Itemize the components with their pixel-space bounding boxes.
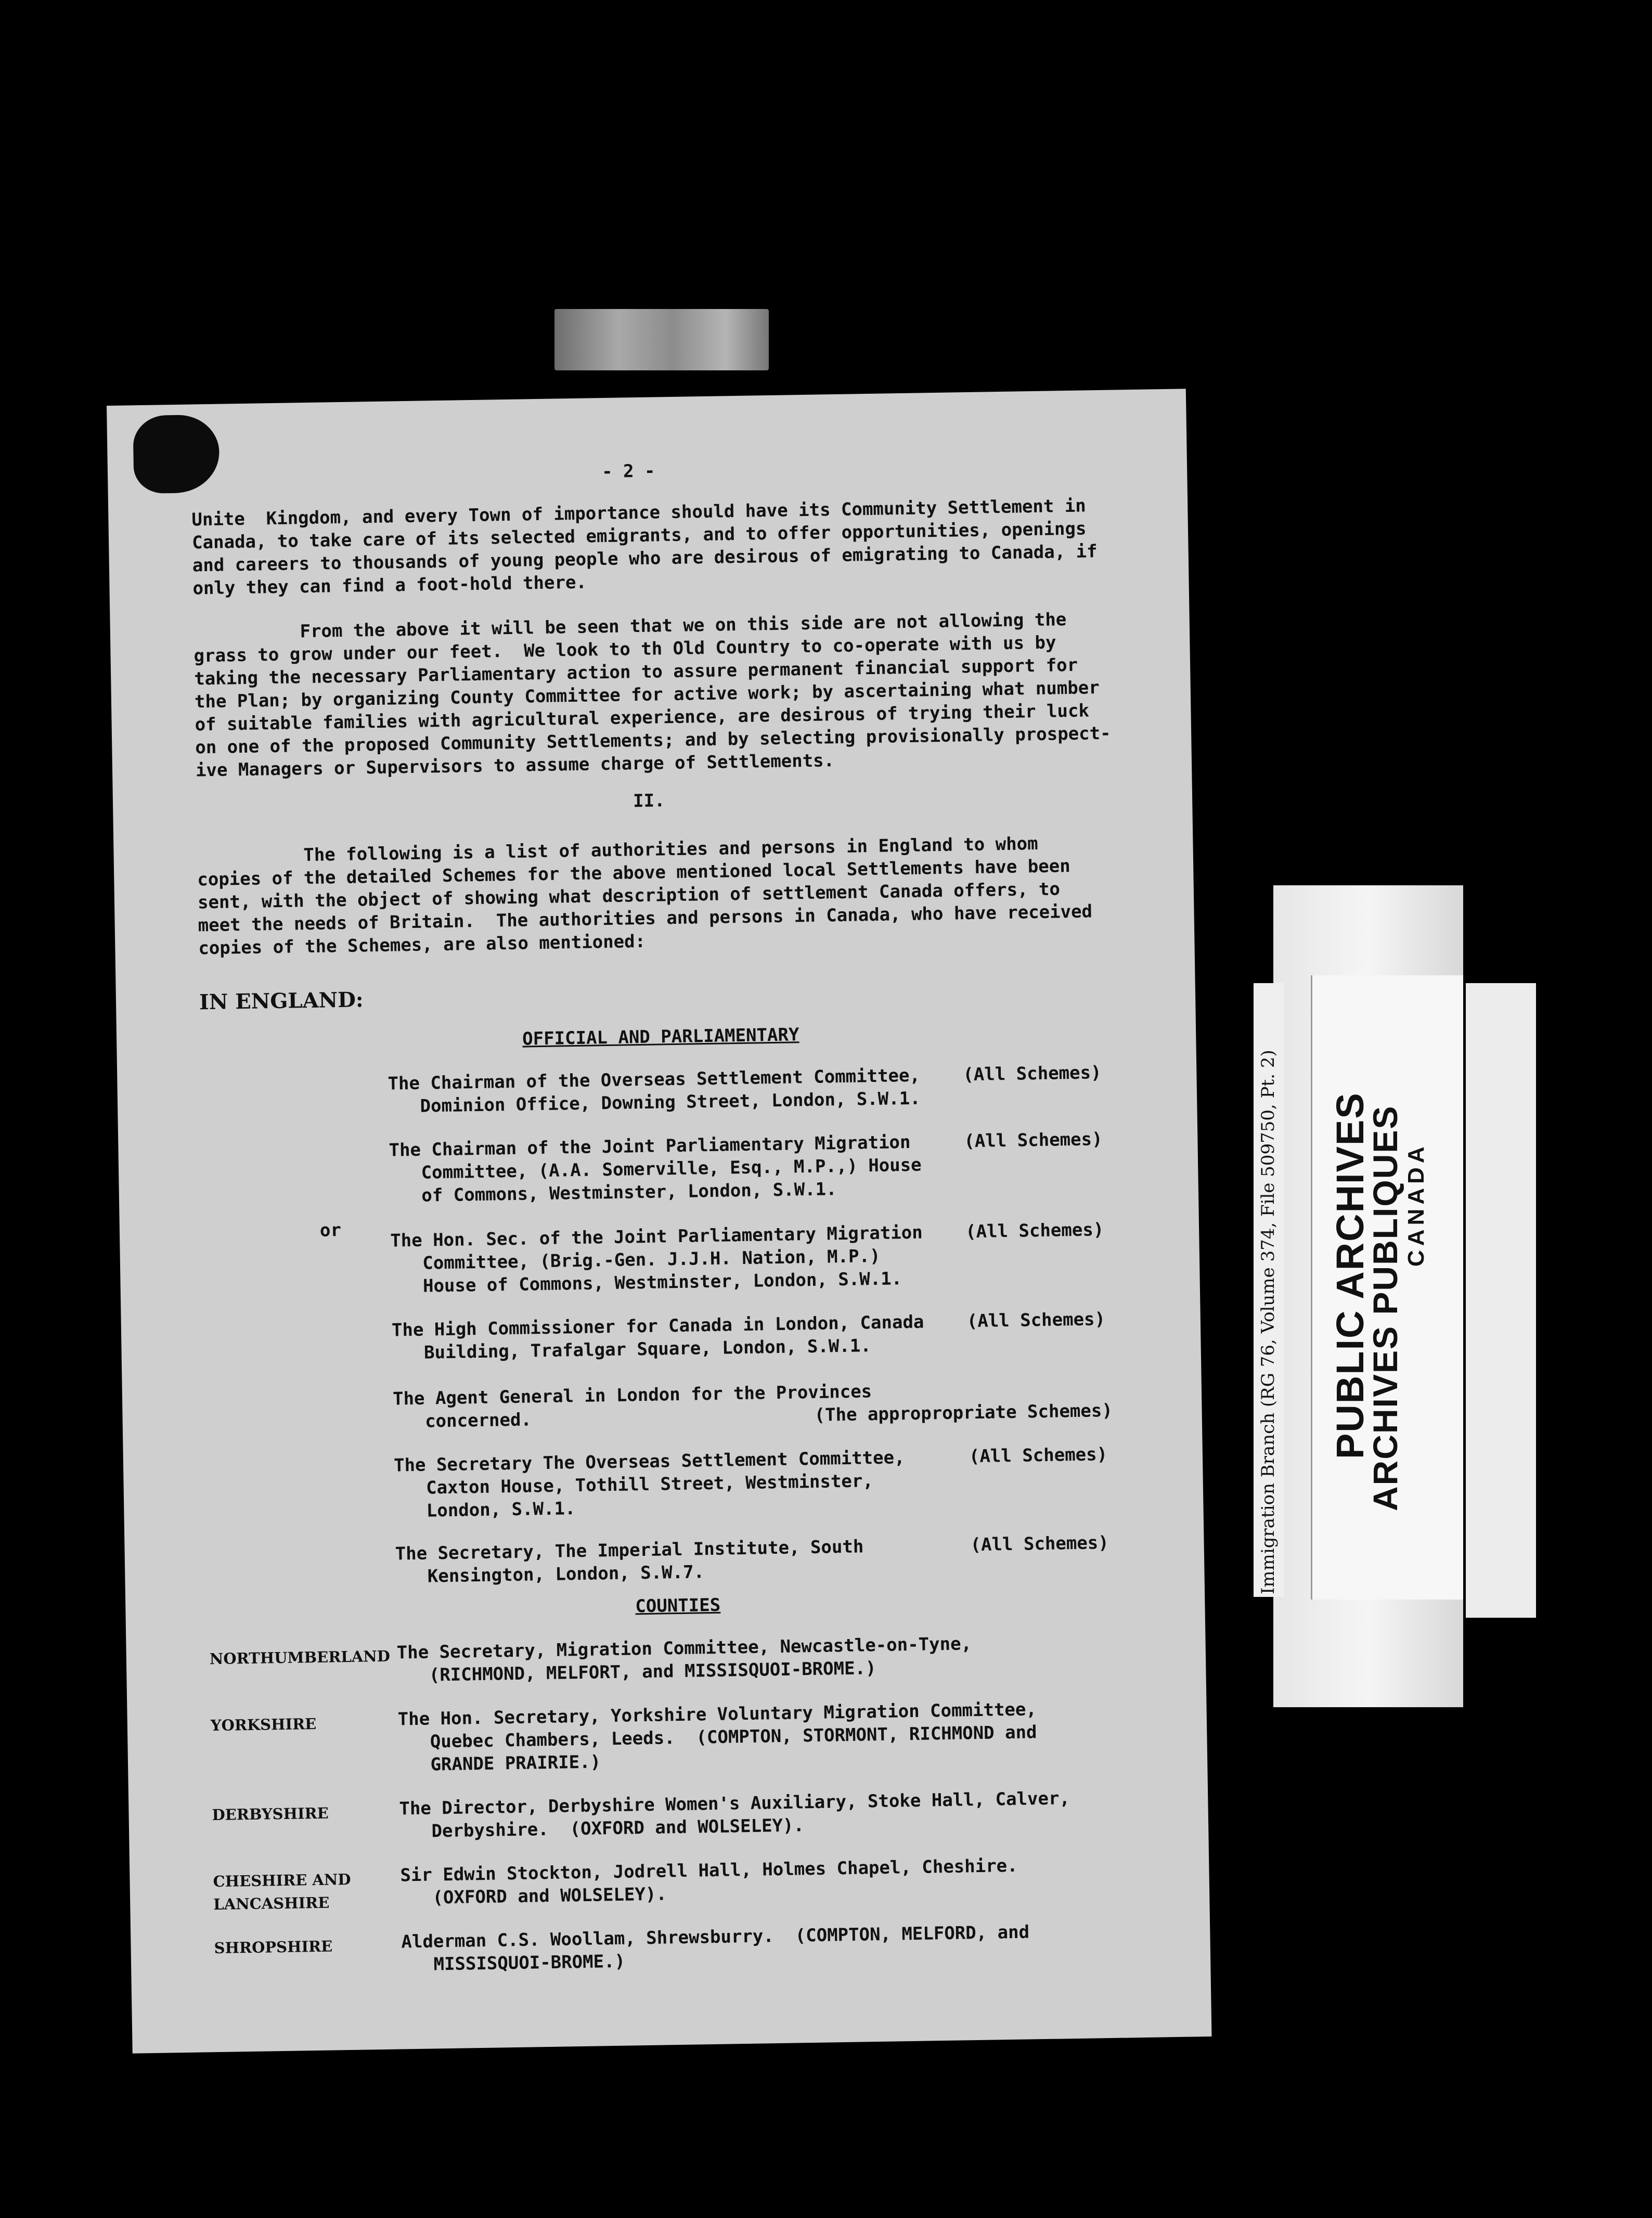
official-entry-1: The Chairman of the Overseas Settlement Committee, Dominion Office, Downing Street, London, S.W.1.	[388, 1065, 921, 1117]
official-scheme-5: (The appropropriate Schemes)	[814, 1400, 1113, 1426]
county-entry-2: The Hon. Secretary, Yorkshire Voluntary Migration Committee, Quebec Chambers, Leeds. (COMPTON, STORMONT, RICHMOND and GRANDE PRAIRIE.)	[397, 1699, 1037, 1776]
county-label-3: DERBYSHIRE	[212, 1804, 329, 1824]
counties-heading: COUNTIES	[635, 1594, 721, 1617]
paper-tab	[554, 309, 769, 370]
archive-line-3: CANADA	[1403, 1142, 1429, 1267]
paragraph-3: The following is a list of authorities and persons in England to whom copies of the detailed Schemes for the above mentioned local Settlements have been sent, with the object of showing what description of settlement Canada offers, to meet the needs of Britain. The authorities and persons in Canada, who have received copies of the Schemes, are also mentioned:	[197, 833, 1093, 959]
county-label-5: SHROPSHIRE	[214, 1937, 333, 1957]
archive-reference-strip	[1254, 983, 1284, 1597]
official-scheme-7: (All Schemes)	[970, 1532, 1109, 1556]
official-entry-7: The Secretary, The Imperial Institute, South Kensington, London, S.W.7.	[395, 1536, 864, 1588]
county-label-4: CHESHIRE AND LANCASHIRE	[213, 1870, 351, 1914]
official-scheme-4: (All Schemes)	[966, 1309, 1106, 1332]
official-heading: OFFICIAL AND PARLIAMENTARY	[522, 1024, 799, 1050]
document-page	[107, 389, 1212, 2053]
county-entry-3: The Director, Derbyshire Women's Auxiliary, Stoke Hall, Calver, Derbyshire. (OXFORD and WOLSELEY).	[399, 1788, 1070, 1842]
official-scheme-6: (All Schemes)	[969, 1444, 1108, 1467]
archive-label	[1311, 975, 1463, 1600]
paragraph-1: Unite Kingdom, and every Town of importance should have its Community Settlement in Canada, to take care of its selected emigrants, and to offer opportunities, openings and careers to thousands of young people who are desirous of emigrating to Canada, if only they can find a foot-hold there.	[191, 495, 1098, 599]
county-label-1: NORTHUMBERLAND	[209, 1647, 391, 1668]
page-number: - 2 -	[601, 460, 655, 483]
official-scheme-3: (All Schemes)	[965, 1219, 1104, 1243]
archive-line-2: ARCHIVES PUBLIQUES	[1366, 1105, 1404, 1511]
county-entry-1: The Secretary, Migration Committee, Newcastle-on-Tyne, (RICHMOND, MELFORT, and MISSISQUOI-BROME.)	[396, 1633, 972, 1686]
official-entry-3: The Hon. Sec. of the Joint Parliamentary Migration Committee, (Brig.-Gen. J.J.H. Nation, M.P.) House of Commons, Westminster, London, S.W.1.	[390, 1222, 923, 1297]
archive-line-1: PUBLIC ARCHIVES	[1328, 1092, 1372, 1459]
paragraph-2: From the above it will be seen that we on this side are not allowing the grass to grow under our feet. We look to th Old Country to co-operate with us by taking the necessary Parliamentary action to assure permanent financial support for the Plan; by organizing County Committee for active work; by ascertaining what number of suitable families with agricultural experience, are desirous of trying their luck on one of the proposed Community Settlements; and by selecting provisionally prospect- ive Managers or Supervisors to assume charge of Settlements.	[193, 609, 1111, 781]
archive-strip-edge	[1466, 983, 1536, 1618]
in-england-heading: IN ENGLAND:	[199, 987, 364, 1015]
section-number: II.	[633, 790, 665, 812]
archive-reference: Immigration Branch (RG 76, Volume 374, File 509750, Pt. 2)	[1258, 1050, 1279, 1594]
official-entry-5: The Agent General in London for the Provinces concerned.	[392, 1381, 872, 1433]
official-entry-6: The Secretary The Overseas Settlement Committee, Caxton House, Tothill Street, Westminster, London, S.W.1.	[393, 1447, 905, 1522]
official-scheme-1: (All Schemes)	[963, 1062, 1102, 1086]
county-label-2: YORKSHIRE	[210, 1714, 317, 1735]
official-entry-2: The Chairman of the Joint Parliamentary Migration Committee, (A.A. Somerville, Esq., M.P.,) House of Commons, Westminster, London, S.W.1.	[389, 1131, 922, 1207]
official-scheme-2: (All Schemes)	[964, 1129, 1103, 1152]
county-entry-4: Sir Edwin Stockton, Jodrell Hall, Holmes Chapel, Cheshire. (OXFORD and WOLSELEY).	[400, 1855, 1018, 1909]
or-label: or	[319, 1220, 342, 1241]
official-entry-4: The High Commissioner for Canada in London, Canada Building, Trafalgar Square, London, S.W.1.	[391, 1311, 924, 1364]
county-entry-5: Alderman C.S. Woollam, Shrewsburry. (COMPTON, MELFORD, and MISSISQUOI-BROME.)	[401, 1922, 1030, 1976]
